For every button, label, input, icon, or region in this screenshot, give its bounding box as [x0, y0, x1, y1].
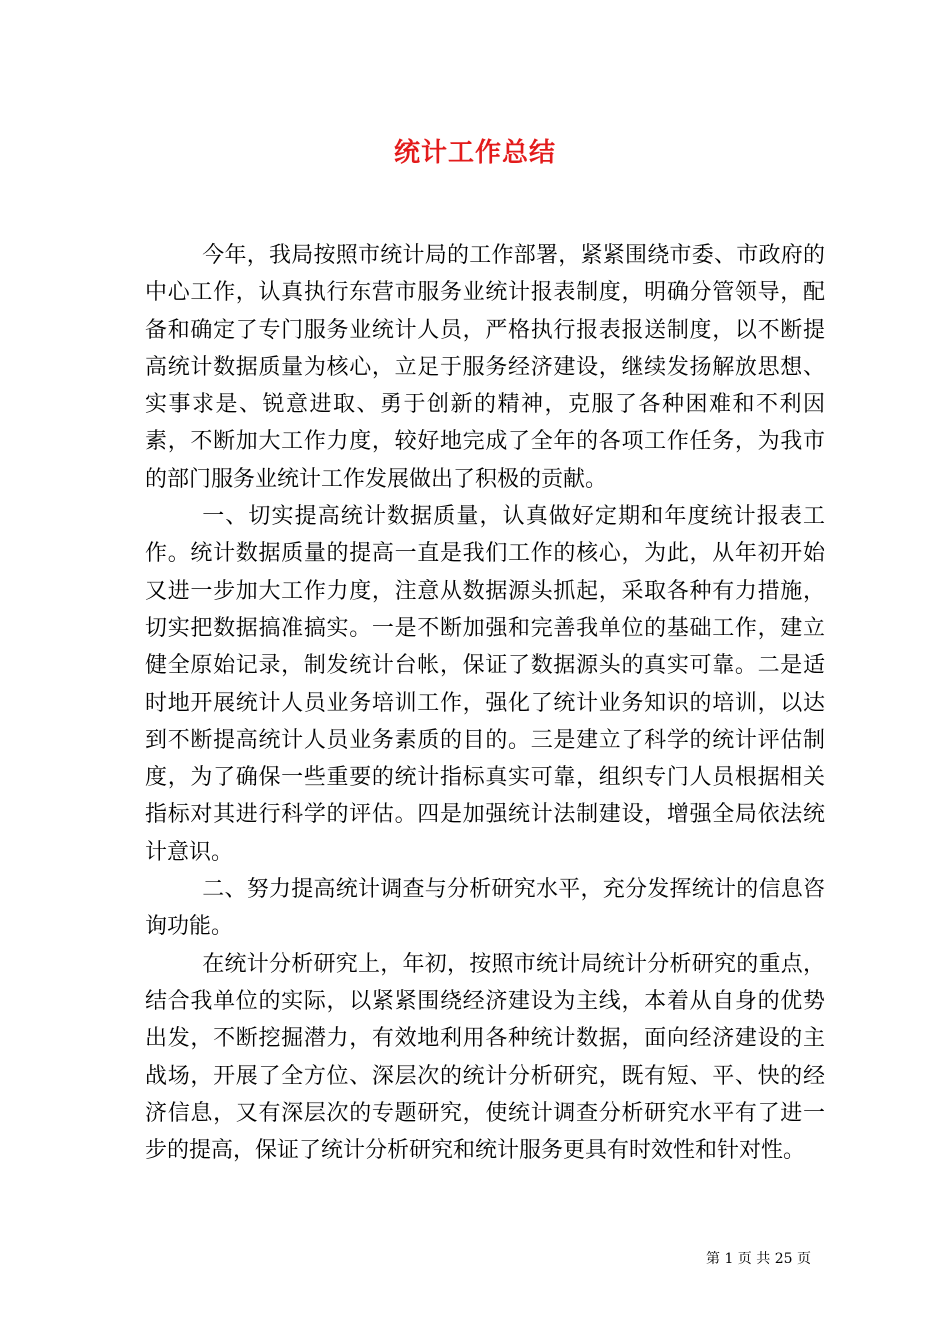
document-body — [145, 237, 825, 1169]
paragraph-section-1: 一、切实提高统计数据质量，认真做好定期和年度统计报表工作。统计数据质量的提高一直是我们工作的核心，为此，从年初开始又进一步加大工作力度，注意从数据源头抓起，采取各种有力措施，切实把数据搞准搞实。一是不断加强和完善我单位的基础工作，建立健全原始记录，制发统计台帐，保证了数据源头的真实可靠。二是适时地开展统计人员业务培训工作，强化了统计业务知识的培训，以达到不断提高统计人员业务素质的目的。三是建立了科学的统计评估制度，为了确保一些重要的统计指标真实可靠，组织专门人员根据相关指标对其进行科学的评估。四是加强统计法制建设，增强全局依法统计意识。 — [145, 504, 825, 865]
page-number: 第 1 页 共 25 页 — [706, 1251, 811, 1267]
page-title: 统计工作总结 — [393, 138, 556, 168]
paragraph-section-2-body: 在统计分析研究上，年初，按照市统计局统计分析研究的重点，结合我单位的实际，以紧紧围绕经济建设为主线，本着从自身的优势出发，不断挖掘潜力，有效地利用各种统计数据，面向经济建设的主战场，开展了全方位、深层次的统计分析研究，既有短、平、快的经济信息，又有深层次的专题研究，使统计调查分析研究水平有了进一步的提高，保证了统计分析研究和统计服务更具有时效性和针对性。 — [145, 951, 825, 1164]
paragraph-section-2-heading: 二、努力提高统计调查与分析研究水平，充分发挥统计的信息咨询功能。 — [145, 877, 825, 940]
paragraph-intro: 今年，我局按照市统计局的工作部署，紧紧围绕市委、市政府的中心工作，认真执行东营市服务业统计报表制度，明确分管领导，配备和确定了专门服务业统计人员，严格执行报表报送制度，以不断提高统计数据质量为核心，立足于服务经济建设，继续发扬解放思想、实事求是、锐意进取、勇于创新的精神，克服了各种困难和不利因素，不断加大工作力度，较好地完成了全年的各项工作任务，为我市的部门服务业统计工作发展做出了积极的贡献。 — [145, 243, 825, 492]
